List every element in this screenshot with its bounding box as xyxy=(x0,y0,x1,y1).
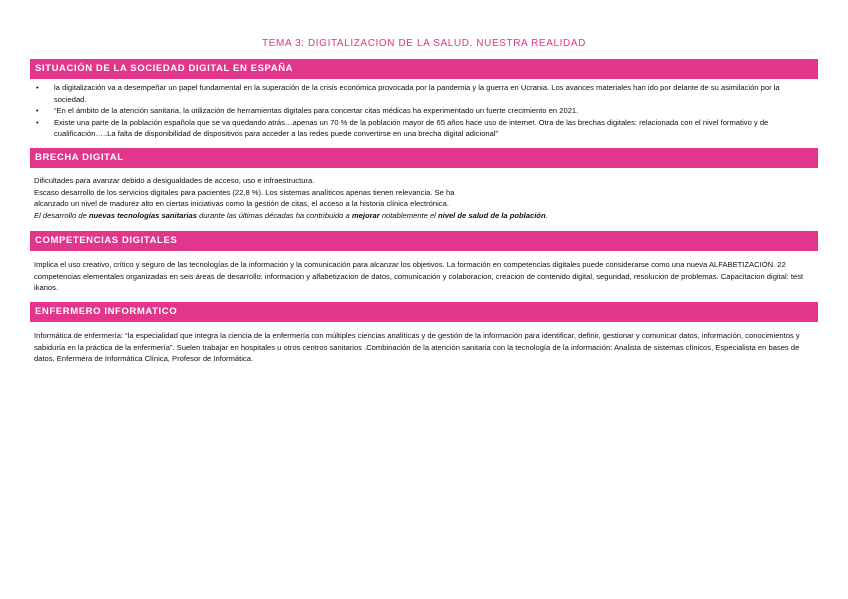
italic-statement: El desarrollo de nuevas tecnologías sanitarias durante las últimas décadas ha contribuido a mejorar notablemente el nivel de salud de la población. xyxy=(34,210,548,220)
bullet-item: • la digitalización va a desempeñar un papel fundamental en la superación de la crisis económica provocada por la pandemia y la guerra en Ucrania. Los avances materiales han ido por delante de su asimilación por la sociedad. xyxy=(34,82,812,105)
section-heading-enfermero-informatico: ENFERMERO INFORMATICO xyxy=(30,302,818,322)
paragraph: Implica el uso creativo, crítico y seguro de las tecnologías de la información y la comunicación para alcanzar los objetivos. La formación en competencias digitales puede considerarse como una nueva ALFABETIZACIÓN. 22 competencias elementales organizadas en seis áreas de desarrollo: informacion y alfabetizacion de datos, comunicación y colaboracion, creacion de contenido digital, seguridad, resolucion de problemas. Capacitacion digital: test ikanos. xyxy=(34,260,804,293)
section-heading-brecha-digital: BRECHA DIGITAL xyxy=(30,148,818,168)
bullet-list xyxy=(34,82,812,140)
text-line: Dificultades para avanzar debido a desigualdades de acceso, uso e infraestructura. xyxy=(34,176,315,185)
section-heading-competencias-digitales: COMPETENCIAS DIGITALES xyxy=(30,231,818,251)
section-body-enfermero-informatico xyxy=(34,330,812,365)
section-body-brecha-digital xyxy=(34,175,812,221)
bullet-item: • Existe una parte de la población española que se va quedando atrás…apenas un 70 % de la población mayor de 65 años hace uso de internet. Otra de las brechas digitales: relacionada con el nivel formativo y de cualificación…..La falta de disponibilidad de dispositivos para acceder a las redes puede convertirse en una brecha digital adicional” xyxy=(34,117,812,140)
text-line: alcanzado un nivel de madurez alto en ciertas iniciativas como la gestión de citas, el acceso a la historia clínica electrónica. xyxy=(34,199,449,209)
section-body-competencias-digitales xyxy=(34,259,812,294)
section-body-sociedad-digital xyxy=(34,82,812,140)
text-line: Escaso desarrollo de los servicios digitales para pacientes (22,8 %). Los sistemas analíticos apenas tienen relevancia. Se ha xyxy=(34,187,455,197)
page-title: TEMA 3: DIGITALIZACION DE LA SALUD. NUESTRA REALIDAD xyxy=(262,38,586,49)
paragraph: Informática de enfermería: “la especialidad que integra la ciencia de la enfermería con múltiples ciencias analíticas y de gestión de la información para identificar, definir, gestionar y comunicar datos, información, conocimientos y sabiduría en la práctica de la enfermería”. Suelen trabajar en hospitales u otros centros sanitarios .Combinación de la atención sanitaria con la tecnología de la información: Analista de sistemas clínicos, Especialista en bases de datos, Enfermera de Informática Clínica, Profesor de Informática. xyxy=(34,331,800,364)
section-heading-sociedad-digital: SITUACIÓN DE LA SOCIEDAD DIGITAL EN ESPAÑA xyxy=(30,59,818,79)
bullet-item: • “En el ámbito de la atención sanitaria, la utilización de herramientas digitales para concertar citas médicas ha experimentado un fuerte crecimiento en 2021. xyxy=(34,105,812,117)
